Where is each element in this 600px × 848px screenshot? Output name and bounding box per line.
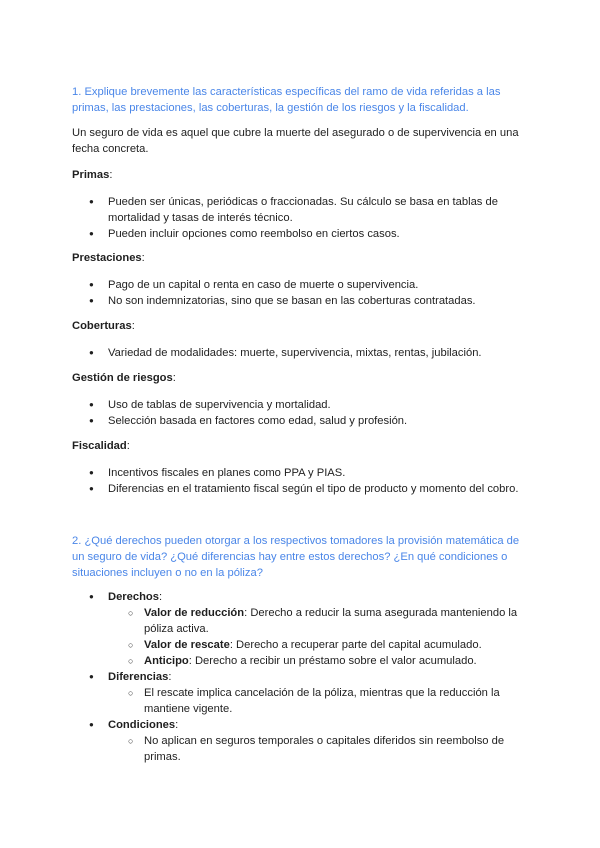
section-title: Primas <box>72 169 110 181</box>
list-item-derechos: ● Derechos: ○ Valor de reducción: Derecho a reducir la suma asegurada manteniendo la póliza activa. ○ Valor de rescate: Derecho a recuperar parte del capital acumulado. ○ Anticipo: Derecho a recibir un préstamo sobre el valor acumulado. <box>72 589 532 669</box>
list-item: ● Pueden ser únicas, periódicas o fraccionadas. Su cálculo se basa en tablas de mortalidad y tasas de interés técnico. <box>72 194 532 226</box>
term-text: : Derecho a recuperar parte del capital acumulado. <box>229 639 482 651</box>
intro-paragraph: Un seguro de vida es aquel que cubre la muerte del asegurado o de supervivencia en una fecha concreta. <box>72 127 519 155</box>
sub-list-item: ○ El rescate implica cancelación de la póliza, mientras que la reducción la mantiene vigente. <box>72 685 532 717</box>
section-title: Coberturas <box>72 320 132 332</box>
item-title: Condiciones <box>108 719 176 731</box>
sub-list-item <box>72 605 532 637</box>
list-item: ● Diferencias en el tratamiento fiscal según el tipo de producto y momento del cobro. <box>72 481 532 497</box>
sub-list-item <box>72 653 532 669</box>
section-title: Fiscalidad <box>72 440 127 452</box>
term-text: : Derecho a reducir la suma asegurada manteniendo la póliza activa. <box>144 607 518 635</box>
term: Anticipo <box>144 655 189 667</box>
list-item: ● Pago de un capital o renta en caso de muerte o supervivencia. <box>72 277 532 293</box>
section-title: Gestión de riesgos <box>72 372 173 384</box>
section-fiscalidad: Fiscalidad: ● Incentivos fiscales en planes como PPA y PIAS. ● Diferencias en el tratamiento fiscal según el tipo de producto y momento del cobro. <box>72 438 532 497</box>
question-2-answer <box>72 589 532 765</box>
sub-list-item <box>72 637 532 653</box>
section-prestaciones: Prestaciones: ● Pago de un capital o renta en caso de muerte o supervivencia. ● No son indemnizatorias, sino que se basan en las coberturas contratadas. <box>72 250 532 309</box>
section-title: Prestaciones <box>72 252 142 264</box>
item-title: Diferencias <box>108 671 169 683</box>
section-coberturas: Coberturas: ● Variedad de modalidades: muerte, supervivencia, mixtas, rentas, jubilación. <box>72 318 532 361</box>
list-item: ● Incentivos fiscales en planes como PPA y PIAS. <box>72 465 532 481</box>
list-item: ● Variedad de modalidades: muerte, supervivencia, mixtas, rentas, jubilación. <box>72 345 532 361</box>
list-item: ● Pueden incluir opciones como reembolso en ciertos casos. <box>72 226 532 242</box>
term: Valor de rescate <box>144 639 230 651</box>
list-item: ● No son indemnizatorias, sino que se basan en las coberturas contratadas. <box>72 293 532 309</box>
list-item: ● Uso de tablas de supervivencia y mortalidad. <box>72 397 532 413</box>
item-title: Derechos <box>108 591 159 603</box>
section-gestion-riesgos: Gestión de riesgos: ● Uso de tablas de supervivencia y mortalidad. ● Selección basada en factores como edad, salud y profesión. <box>72 370 532 429</box>
list-item-condiciones: ● Condiciones: ○ No aplican en seguros temporales o capitales diferidos sin reembolso de primas. <box>72 717 532 765</box>
section-primas: Primas: ● Pueden ser únicas, periódicas o fraccionadas. Su cálculo se basa en tablas de mortalidad y tasas de interés técnico. ● Pueden incluir opciones como reembolso en ciertos casos. <box>72 167 532 242</box>
term-text: : Derecho a recibir un préstamo sobre el valor acumulado. <box>188 655 477 667</box>
term: Valor de reducción <box>144 607 245 619</box>
sub-list-item: ○ No aplican en seguros temporales o capitales diferidos sin reembolso de primas. <box>72 733 532 765</box>
list-item: ● Selección basada en factores como edad, salud y profesión. <box>72 413 532 429</box>
question-1-heading: 1. Explique brevemente las características específicas del ramo de vida referidas a las primas, las prestaciones, las coberturas, la gestión de los riesgos y la fiscalidad. <box>72 86 501 114</box>
question-2-heading: 2. ¿Qué derechos pueden otorgar a los respectivos tomadores la provisión matemática de un seguro de vida? ¿Qué diferencias hay entre estos derechos? ¿En qué condiciones o situaciones incluyen o no en la póliza? <box>72 535 520 579</box>
list-item-diferencias: ● Diferencias: ○ El rescate implica cancelación de la póliza, mientras que la reducción la mantiene vigente. <box>72 669 532 717</box>
